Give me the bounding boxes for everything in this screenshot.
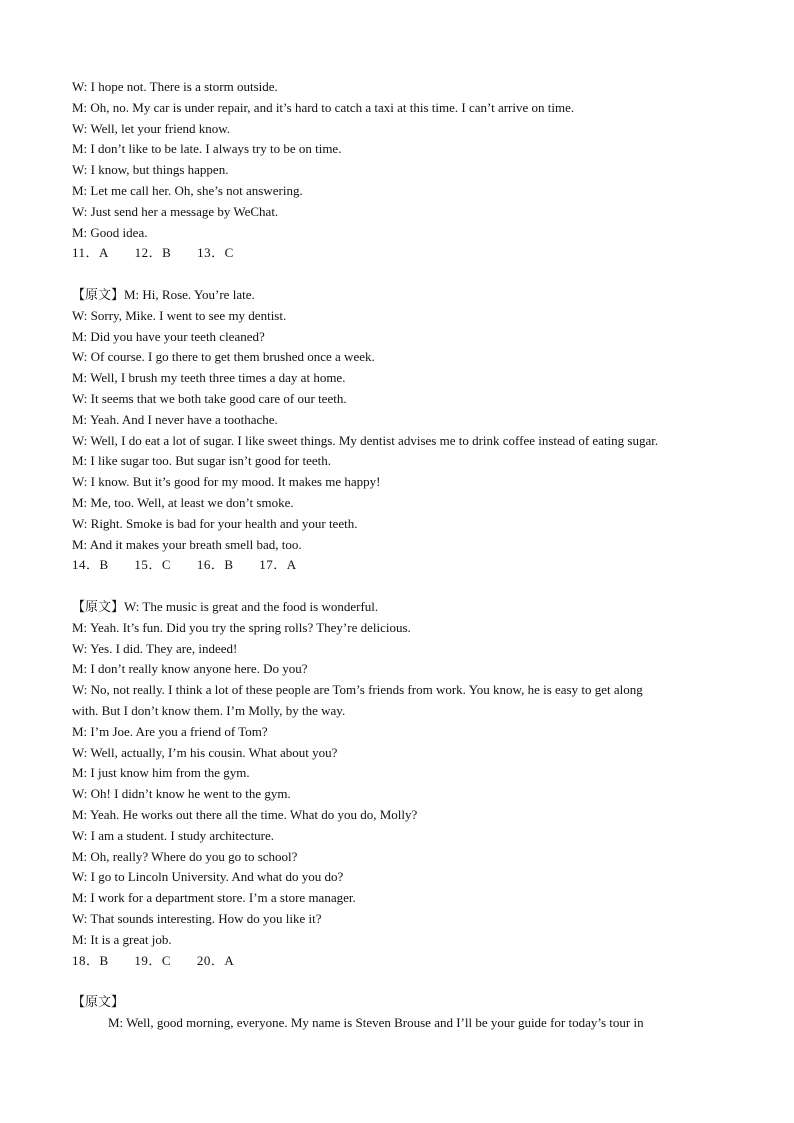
- dialogue-line: M: I don’t really know anyone here. Do you?: [72, 661, 308, 676]
- dialogue-line: W: I hope not. There is a storm outside.: [72, 79, 278, 94]
- dialogue-line: M: I’m Joe. Are you a friend of Tom?: [72, 724, 268, 739]
- dialogue-line: M: Good idea.: [72, 225, 148, 240]
- dialogue-line: M: Well, I brush my teeth three times a day at home.: [72, 370, 346, 385]
- dialogue-line: 【原文】W: The music is great and the food is wonderful.: [72, 599, 379, 614]
- dialogue-line: M: I like sugar too. But sugar isn’t good for teeth.: [72, 453, 332, 468]
- dialogue-line: M: I just know him from the gym.: [72, 765, 250, 780]
- dialogue-line: M: Oh, no. My car is under repair, and it’s hard to catch a taxi at this time. I can’t arrive on time.: [72, 100, 575, 115]
- answer-key: [72, 953, 256, 969]
- dialogue-line: W: Well, I do eat a lot of sugar. I like sweet things. My dentist advises me to drink coffee instead of eating sugar.: [72, 433, 659, 448]
- dialogue-line: M: It is a great job.: [72, 932, 172, 947]
- answer-item: 19．C: [134, 953, 172, 968]
- dialogue-line: W: I know. But it’s good for my mood. It makes me happy!: [72, 474, 381, 489]
- section-heading: 【原文】: [72, 994, 125, 1009]
- dialogue-line: W: I go to Lincoln University. And what do you do?: [72, 869, 344, 884]
- dialogue-line: M: Yeah. And I never have a toothache.: [72, 412, 278, 427]
- dialogue-line: M: Oh, really? Where do you go to school?: [72, 849, 298, 864]
- dialogue-line: W: I am a student. I study architecture.: [72, 828, 275, 843]
- dialogue-line: M: I don’t like to be late. I always try to be on time.: [72, 141, 342, 156]
- dialogue-line: M: Let me call her. Oh, she’s not answering.: [72, 183, 303, 198]
- answer-item: 16．B: [196, 557, 234, 572]
- dialogue-line: M: Yeah. He works out there all the time. What do you do, Molly?: [72, 807, 418, 822]
- answer-item: 12．B: [134, 245, 172, 260]
- answer-key: [72, 245, 256, 261]
- answer-item: 15．C: [134, 557, 172, 572]
- answer-item: 17．A: [259, 557, 297, 572]
- dialogue-line: M: Well, good morning, everyone. My name is Steven Brouse and I’ll be your guide for today’s tour in: [108, 1015, 644, 1030]
- dialogue-line: W: No, not really. I think a lot of these people are Tom’s friends from work. You know, he is easy to get along: [72, 682, 643, 697]
- answer-item: 11．A: [72, 245, 109, 260]
- dialogue-line: M: Did you have your teeth cleaned?: [72, 329, 265, 344]
- dialogue-line: with. But I don’t know them. I’m Molly, by the way.: [72, 703, 346, 718]
- dialogue-line: W: Of course. I go there to get them brushed once a week.: [72, 349, 375, 364]
- dialogue-line: M: Yeah. It’s fun. Did you try the spring rolls? They’re delicious.: [72, 620, 411, 635]
- dialogue-line: W: Right. Smoke is bad for your health and your teeth.: [72, 516, 358, 531]
- answer-item: 20．A: [196, 953, 235, 968]
- answer-item: 18．B: [72, 953, 109, 968]
- dialogue-line: M: I work for a department store. I’m a store manager.: [72, 890, 356, 905]
- dialogue-line: W: That sounds interesting. How do you like it?: [72, 911, 322, 926]
- dialogue-line: M: Me, too. Well, at least we don’t smoke.: [72, 495, 294, 510]
- dialogue-line: W: Just send her a message by WeChat.: [72, 204, 279, 219]
- answer-item: 14．B: [72, 557, 109, 572]
- dialogue-line: M: And it makes your breath smell bad, too.: [72, 537, 302, 552]
- dialogue-line: W: Yes. I did. They are, indeed!: [72, 641, 238, 656]
- dialogue-line: W: Well, actually, I’m his cousin. What about you?: [72, 745, 338, 760]
- dialogue-line: W: Well, let your friend know.: [72, 121, 231, 136]
- dialogue-line: W: It seems that we both take good care of our teeth.: [72, 391, 347, 406]
- answer-item: 13．C: [197, 245, 234, 260]
- dialogue-line: W: Sorry, Mike. I went to see my dentist.: [72, 308, 287, 323]
- dialogue-line: 【原文】M: Hi, Rose. You’re late.: [72, 287, 255, 302]
- answer-key: [72, 557, 319, 573]
- dialogue-line: W: I know, but things happen.: [72, 162, 229, 177]
- dialogue-line: W: Oh! I didn’t know he went to the gym.: [72, 786, 291, 801]
